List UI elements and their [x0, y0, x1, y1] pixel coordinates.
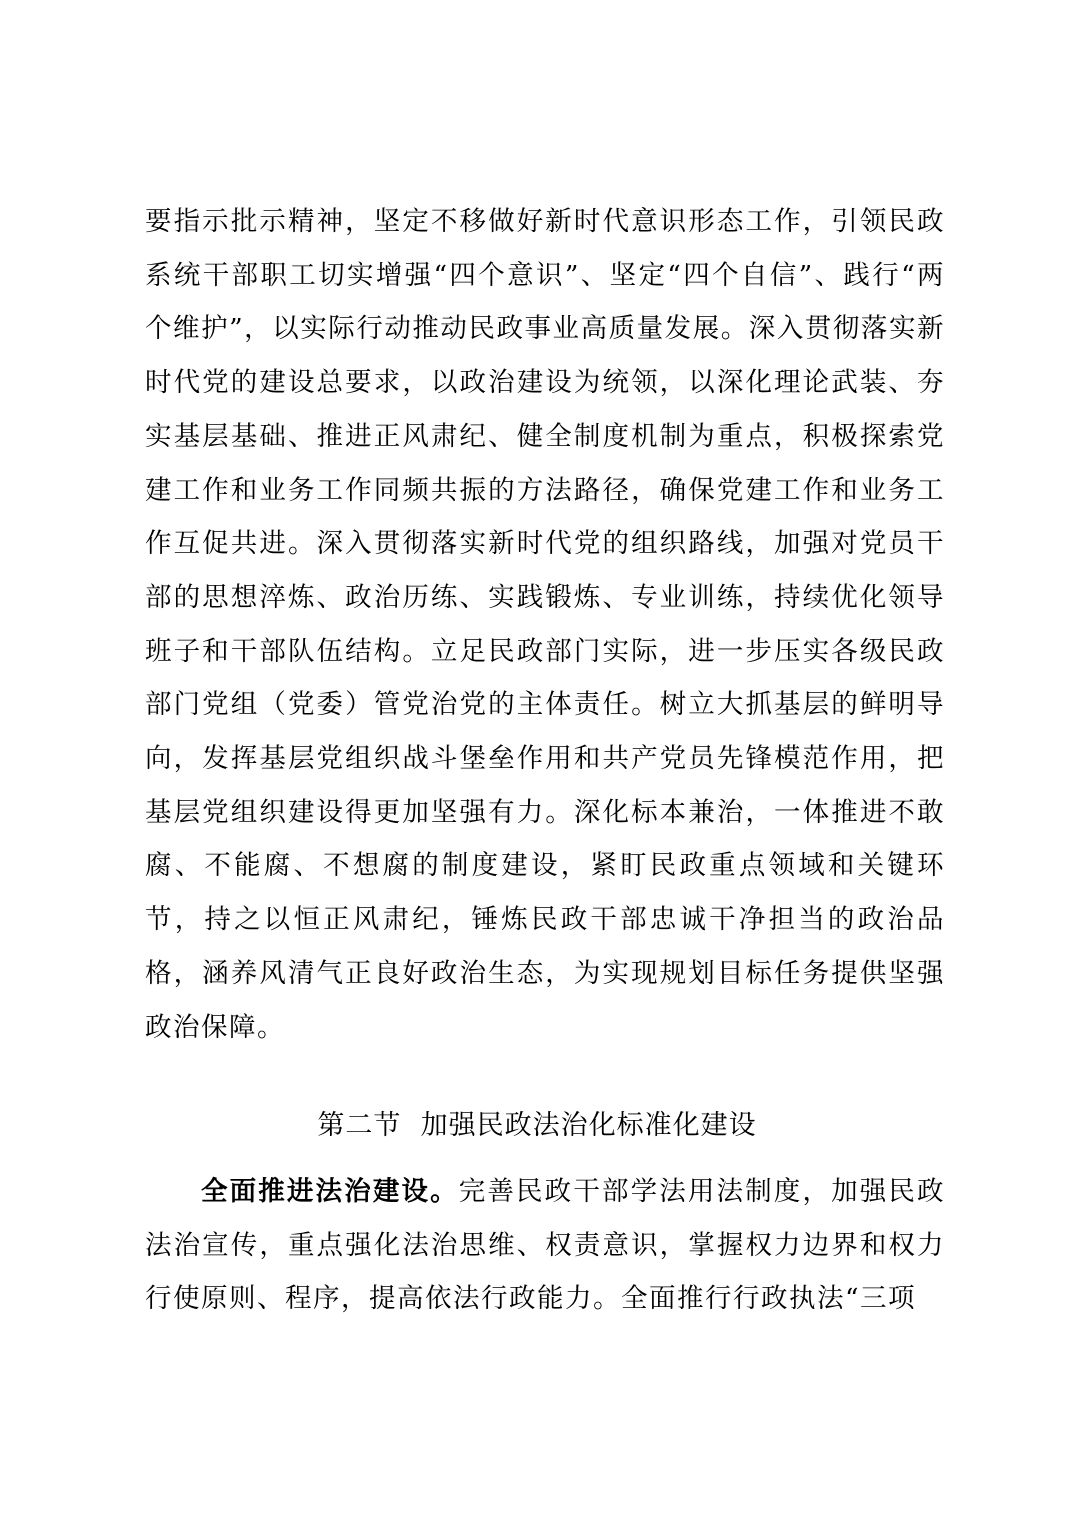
body-paragraph-2: [145, 1165, 945, 1326]
paragraph-lead-phrase: 全面推进法治建设。: [201, 1176, 459, 1207]
body-paragraph: 要指示批示精神，坚定不移做好新时代意识形态工作，引领民政系统干部职工切实增强“四个意识”、坚定“四个自信”、践行“两个维护”，以实际行动推动民政事业高质量发展。深入贯彻落实新时代党的建设总要求，以政治建设为统领，以深化理论武装、夯实基层基础、推进正风肃纪、健全制度机制为重点，积极探索党建工作和业务工作同频共振的方法路径，确保党建工作和业务工作互促共进。深入贯彻落实新时代党的组织路线，加强对党员干部的思想淬炼、政治历练、实践锻炼、专业训练，持续优化领导班子和干部队伍结构。立足民政部门实际，进一步压实各级民政部门党组（党委）管党治党的主体责任。树立大抓基层的鲜明导向，发挥基层党组织战斗堡垒作用和共产党员先锋模范作用，把基层党组织建设得更加坚强有力。深化标本兼治，一体推进不敢腐、不能腐、不想腐的制度建设，紧盯民政重点领域和关键环节，持之以恒正风肃纪，锤炼民政干部忠诚干净担当的政治品格，涵养风清气正良好政治生态，为实现规划目标任务提供坚强政治保障。: [145, 206, 945, 1043]
paragraph-text: 完善民政干部学法用法制度，加强民政法治宣传，重点强化法治思维、权责意识，掌握权力边界和权力行使原则、程序，提高依法行政能力。全面推行行政执法“三项: [145, 1176, 946, 1315]
section-heading: 第二节 加强民政法治化标准化建设: [317, 1110, 757, 1141]
